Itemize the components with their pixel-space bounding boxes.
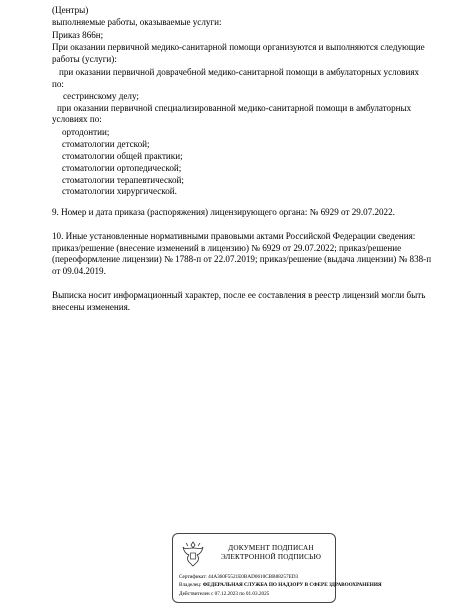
text-line: Выписка носит информационный характер, после ее составления в реестр лицензий могли быть xyxy=(52,290,426,300)
electronic-signature-stamp xyxy=(172,533,382,603)
text-line: внесены изменения. xyxy=(52,302,131,312)
text-line: по: xyxy=(52,79,64,89)
text-line: работы (услуги): xyxy=(52,54,117,64)
stamp-title-line2: ЭЛЕКТРОННОЙ ПОДПИСЬЮ xyxy=(220,552,322,561)
stamp-owner-label: Владелец: xyxy=(179,582,202,588)
text-line: при оказании первичной специализированной медико-санитарной помощи в амбулаторных xyxy=(57,103,412,113)
text-line: Приказ 866н; xyxy=(52,30,104,40)
text-line: 10. Иные установленные нормативными правовыми актами Российской Федерации сведения: xyxy=(52,231,416,241)
text-line: стоматологии детской; xyxy=(62,139,150,149)
stamp-title xyxy=(217,544,325,561)
stamp-cert-label: Сертификат: xyxy=(179,574,207,580)
stamp-cert-value: 44A360F5521E0BAD0610CBB88257ED3 xyxy=(208,574,299,580)
text-line: При оказании первичной медико-санитарной помощи организуются и выполняются следующие xyxy=(52,42,425,52)
text-line: ортодонтии; xyxy=(62,127,110,137)
text-line: стоматологии ортопедической; xyxy=(62,163,182,173)
stamp-certificate xyxy=(179,574,298,580)
text-line: стоматологии общей практики; xyxy=(62,151,183,161)
stamp-owner-value: ФЕДЕРАЛЬНАЯ СЛУЖБА ПО НАДЗОРУ В СФЕРЕ ЗДРАВООХРАНЕНИЯ xyxy=(202,582,382,588)
text-line: (переоформление лицензии) № 1788-п от 22.07.2019; приказ/решение (выдача лицензии) № 838-п xyxy=(52,254,432,264)
stamp-validity: Действителен с 07.12.2023 по 01.03.2025 xyxy=(179,591,270,597)
text-line: 9. Номер и дата приказа (распоряжения) лицензирующего органа: № 6929 от 29.07.2022. xyxy=(52,207,395,217)
text-line: приказ/решение (внесение изменений в лицензию) № 6929 от 29.07.2022; приказ/решение xyxy=(52,243,402,253)
text-line: условиях по: xyxy=(52,114,102,124)
text-line: выполняемые работы, оказываемые услуги: xyxy=(52,17,222,27)
text-line: при оказании первичной доврачебной медико-санитарной помощи в амбулаторных условиях xyxy=(59,67,420,77)
text-line: стоматологии терапевтической; xyxy=(62,175,184,185)
text-line: сестринскому делу; xyxy=(63,91,139,101)
stamp-title-line1: ДОКУМЕНТ ПОДПИСАН xyxy=(228,544,314,552)
stamp-owner xyxy=(179,582,382,588)
text-line: стоматологии хирургической. xyxy=(62,186,177,196)
coat-of-arms-icon xyxy=(180,539,206,569)
text-line: от 09.04.2019. xyxy=(52,266,106,276)
text-line: (Центры) xyxy=(52,5,89,15)
